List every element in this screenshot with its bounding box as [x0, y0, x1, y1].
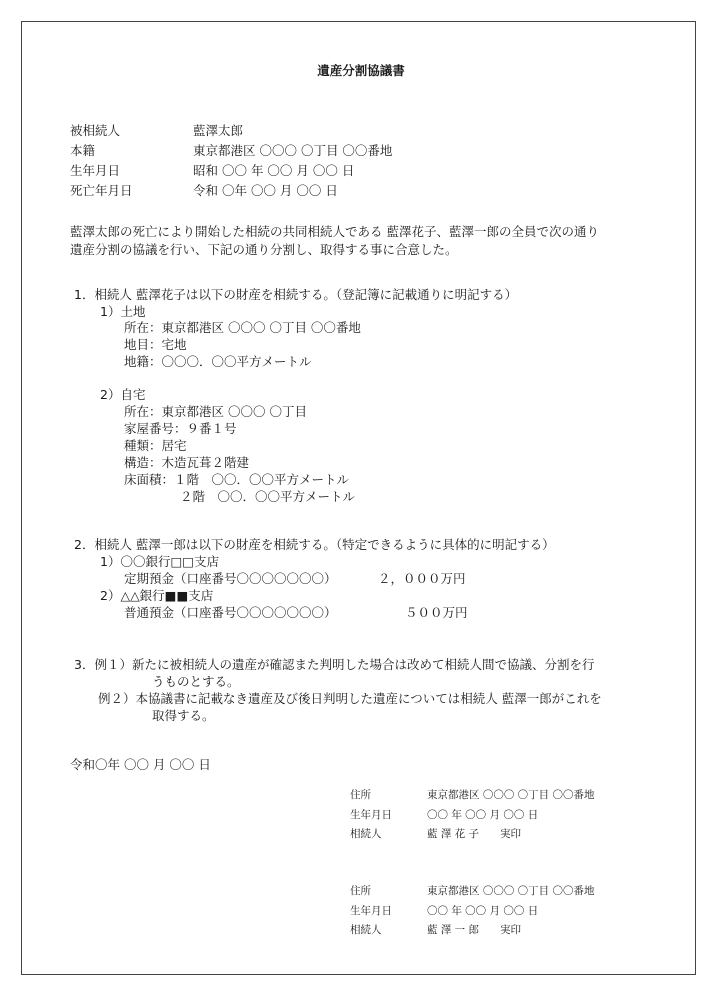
birth-date-label: 生年月日	[70, 163, 121, 178]
land-category: 地目：宅地	[124, 337, 187, 352]
house-number: 家屋番号：９番１号	[124, 421, 237, 436]
land-area: 地籍：〇〇〇．〇〇平方メートル	[124, 354, 312, 369]
house-type: 種類：居宅	[124, 438, 187, 453]
section-1-heading: 1．相続人 藍澤花子は以下の財産を相続する。（登記簿に記載通りに明記する）	[74, 287, 518, 302]
decedent-name-value: 藍澤太郎	[193, 123, 244, 138]
signatory-1-address-label: 住所	[350, 789, 371, 801]
bank-2-heading: 2）△△銀行■■支店	[100, 588, 214, 603]
signatory-1-birth: 〇〇 年 〇〇 月 〇〇 日	[427, 809, 539, 821]
decedent-name-label: 被相続人	[70, 123, 121, 138]
signatory-2-address-label: 住所	[350, 885, 371, 897]
signatory-1-heir: 藍 澤 花 子 実印	[427, 828, 522, 840]
signatory-2-heir-label: 相続人	[350, 924, 382, 936]
signatory-1-heir-label: 相続人	[350, 828, 382, 840]
intro-line-1: 藍澤太郎の死亡により開始した相続の共同相続人である 藍澤花子、藍澤一郎の全員で次の通り	[70, 224, 599, 239]
example-2-line-2: 取得する。	[152, 708, 215, 723]
signatory-1-address: 東京都港区 〇〇〇 〇丁目 〇〇番地	[427, 789, 595, 801]
signatory-2-address: 東京都港区 〇〇〇 〇丁目 〇〇番地	[427, 885, 595, 897]
example-2-line-1: 例２）本協議書に記載なき遺産及び後日判明した遺産については相続人 藍澤一郎がこれを	[98, 691, 602, 706]
signatory-2-birth: 〇〇 年 〇〇 月 〇〇 日	[427, 905, 539, 917]
house-location: 所在：東京都港区 〇〇〇 〇丁目	[124, 404, 307, 419]
bank-2-account: 普通預金（口座番号〇〇〇〇〇〇〇）	[124, 605, 337, 620]
bank-2-amount: ５００万円	[405, 605, 468, 620]
example-1-line-1: 3．例１）新たに被相続人の遺産が確認また判明した場合は改めて相続人間で協議、分割を行	[74, 657, 595, 672]
bank-1-account: 定期預金（口座番号〇〇〇〇〇〇〇）	[124, 571, 337, 586]
agreement-date: 令和〇年 〇〇 月 〇〇 日	[70, 757, 211, 772]
intro-line-2: 遺産分割の協議を行い、下記の通り分割し、取得する事に合意した。	[70, 242, 458, 257]
signatory-1-birth-label: 生年月日	[350, 809, 392, 821]
house-floor-2: ２階 〇〇．〇〇平方メートル	[180, 489, 356, 504]
domicile-value: 東京都港区 〇〇〇 〇丁目 〇〇番地	[193, 143, 393, 158]
signatory-2-heir: 藍 澤 一 郎 実印	[427, 924, 522, 936]
birth-date-value: 昭和 〇〇 年 〇〇 月 〇〇 日	[193, 163, 355, 178]
bank-1-amount: ２，０００万円	[378, 571, 466, 586]
death-date-value: 令和 〇年 〇〇 月 〇〇 日	[193, 183, 338, 198]
bank-1-heading: 1）〇〇銀行□□支店	[100, 554, 220, 569]
land-location: 所在：東京都港区 〇〇〇 〇丁目 〇〇番地	[124, 320, 361, 335]
house-heading: 2）自宅	[100, 387, 146, 402]
death-date-label: 死亡年月日	[70, 183, 133, 198]
house-structure: 構造：木造瓦葺２階建	[124, 455, 250, 470]
section-2-heading: 2．相続人 藍澤一郎は以下の財産を相続する。（特定できるように具体的に明記する）	[74, 537, 555, 552]
example-1-line-2: うものとする。	[152, 674, 240, 689]
house-floor-1: 床面積：１階 〇〇．〇〇平方メートル	[124, 472, 350, 487]
land-heading: 1）土地	[100, 304, 146, 319]
signatory-2-birth-label: 生年月日	[350, 905, 392, 917]
domicile-label: 本籍	[70, 143, 96, 158]
document-title: 遺産分割協議書	[317, 63, 405, 78]
